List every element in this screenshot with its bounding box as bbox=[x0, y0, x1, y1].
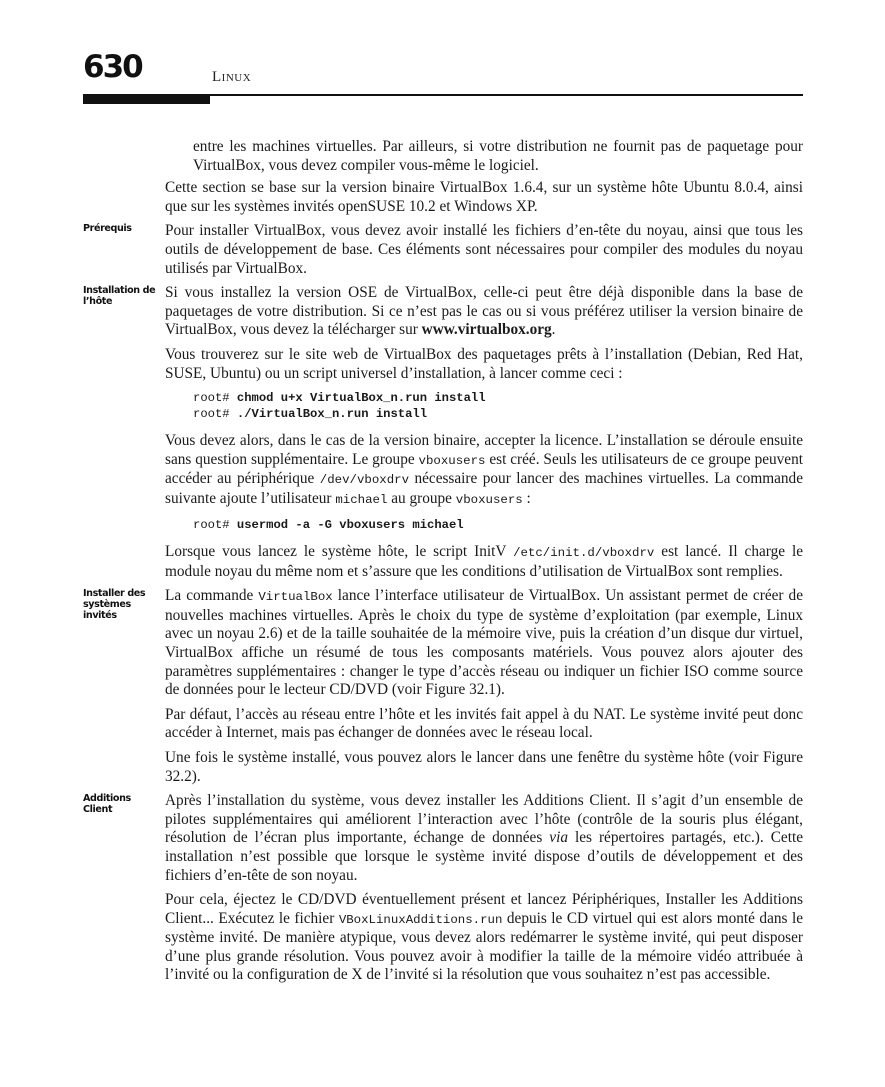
paragraph-host-install bbox=[83, 284, 803, 340]
paragraph-launch: Une fois le système installé, vous pouvez alors le lancer dans une fenêtre du système hôte (voir Figure 32.2). bbox=[165, 748, 803, 785]
margin-note-installation: Installation de l’hôte bbox=[83, 285, 156, 308]
paragraph-host-install-text: Si vous installez la version OSE de VirtualBox, celle-ci peut être déjà disponible dans la base de paquetages de votre distribution. Si ce n’est pas le cas ou si vous préférez utiliser la version binaire de VirtualBox, vous devez la télécharger sur bbox=[165, 284, 803, 339]
paragraph-prerequisites-text: Pour installer VirtualBox, vous devez avoir installé les fichiers d’en-tête du noyau, ainsi que tous les outils de développement de base. Ces éléments sont nécessaires pour compiler des modules du noyau utilisés par VirtualBox. bbox=[165, 222, 803, 277]
paragraph-packages: Vous trouverez sur le site web de VirtualBox des paquetages prêts à l’installation (Debian, Red Hat, SUSE, Ubuntu) ou un script universel d’installation, à lancer comme ceci : bbox=[165, 345, 803, 382]
code-prompt: root# bbox=[193, 517, 237, 532]
italic-via: via bbox=[549, 829, 568, 847]
inline-code: vboxusers bbox=[455, 492, 523, 507]
paragraph-nat: Par défaut, l’accès au réseau entre l’hôte et les invités fait appel à du NAT. Le système invité peut donc accéder à Internet, mais pas échanger de données avec le réseau local. bbox=[165, 705, 803, 742]
code-prompt: root# bbox=[193, 406, 237, 421]
inline-code: VBoxLinuxAdditions.run bbox=[338, 912, 503, 927]
text-span: les répertoires partagés, etc.). Cette installation n’est possible que lorsque le système invité dispose d’outils de développement et des fichiers d’en-tête de son noyau. bbox=[165, 829, 803, 884]
inline-code: VirtualBox bbox=[258, 590, 333, 605]
inline-code: vboxusers bbox=[418, 453, 486, 468]
inline-code: /etc/init.d/vboxdrv bbox=[513, 546, 655, 560]
paragraph-additions bbox=[83, 792, 803, 885]
paragraph-continuation: entre les machines virtuelles. Par ailleurs, si votre distribution ne fournit pas de paquetage pour VirtualBox, vous devez compiler vous-même le logiciel. bbox=[193, 138, 803, 174]
paragraph-license bbox=[165, 432, 803, 509]
paragraph-eject bbox=[165, 891, 803, 985]
inline-code: /dev/vboxdrv bbox=[319, 473, 410, 488]
running-title: Linux bbox=[212, 69, 252, 85]
text-span: Lorsque vous lancez le système hôte, le script InitV bbox=[165, 543, 514, 560]
text-span: est lancé. Il charge le module noyau du même nom et s’assure que les conditions d’utilisation de VirtualBox sont remplies. bbox=[165, 543, 803, 580]
header-rule-accent bbox=[83, 94, 210, 104]
text-span: Vous devez alors, dans le cas de la version binaire, accepter la licence. L’installation se déroule ensuite sans question supplémentaire. Le groupe bbox=[165, 432, 803, 468]
page-number: 630 bbox=[83, 49, 142, 85]
text-span: nécessaire pour lancer des machines virtuelles. La commande suivante ajoute l’utilisateur bbox=[165, 470, 803, 507]
text-span: Pour cela, éjectez le CD/DVD éventuellement présent et lancez Périphériques, Installer les Additions Client... Exécutez le fichier bbox=[165, 891, 803, 927]
text-span: est créé. Seuls les utilisateurs de ce groupe peuvent accéder au périphérique bbox=[165, 450, 803, 488]
paragraph-version: Cette section se base sur la version binaire VirtualBox 1.6.4, sur un système hôte Ubuntu 8.0.4, ainsi que sur les systèmes invités openSUSE 10.2 et Windows XP. bbox=[165, 179, 803, 215]
text-span: lance l’interface utilisateur de VirtualBox. Un assistant permet de créer de nouvelles machines virtuelles. Après le choix du type de système d’exploitation (par exemple, Linux avec un noyau 2.6) et de la taille souhaitée de la mémoire vive, puis la création d’un disque dur virtuel, VirtualBox affiche un résumé de tous les composants matériels. Vous pouvez alors ajouter des paramètres supplémentaires : changer le type d’accès réseau ou indiquer un fichier ISO comme source de données pour le lecteur CD/DVD (voir Figure 32.1). bbox=[165, 587, 803, 699]
code-command: usermod -a -G vboxusers michael bbox=[236, 517, 464, 532]
virtualbox-url: www.virtualbox.org bbox=[421, 321, 552, 339]
code-block-usermod bbox=[165, 518, 803, 534]
margin-note-prerequis: Prérequis bbox=[83, 223, 132, 235]
text-span: depuis le CD virtuel qui est alors monté dans le système invité. De manière atypique, vous devez alors redémarrer le système invité, qui peut disposer d’une plus grande résolution. Vous pouvez avoir à modifier la taille de la mémoire vidéo attribuée à l’invité ou la configuration de X de l’invité si la résolution que vous souhaitez n’est pas accessible. bbox=[165, 909, 803, 984]
inline-code: michael bbox=[335, 492, 388, 507]
code-prompt: root# bbox=[193, 391, 237, 406]
margin-note-additions: Additions Client bbox=[83, 793, 131, 816]
text-span: : bbox=[522, 489, 531, 507]
text-span: La commande bbox=[165, 587, 259, 605]
paragraph-guest-install bbox=[83, 587, 803, 700]
margin-note-installer: Installer des systèmes invités bbox=[83, 588, 146, 622]
text-span: Après l’installation du système, vous devez installer les Additions Client. Il s’agit d’un ensemble de pilotes supplémentaires qui améliorent l’interaction avec l’hôte (contrôle de la souris plus élégant, résolution de l’écran plus importante, échange de données bbox=[165, 792, 803, 847]
paragraph-prerequisites bbox=[83, 222, 803, 278]
paragraph-host-install-end: . bbox=[551, 321, 556, 339]
code-block-install bbox=[165, 391, 803, 422]
code-command: chmod u+x VirtualBox_n.run install bbox=[236, 391, 486, 406]
text-span: au groupe bbox=[387, 489, 456, 507]
paragraph-initv bbox=[165, 543, 803, 581]
page-body bbox=[83, 138, 803, 991]
code-command: ./VirtualBox_n.run install bbox=[236, 406, 428, 421]
